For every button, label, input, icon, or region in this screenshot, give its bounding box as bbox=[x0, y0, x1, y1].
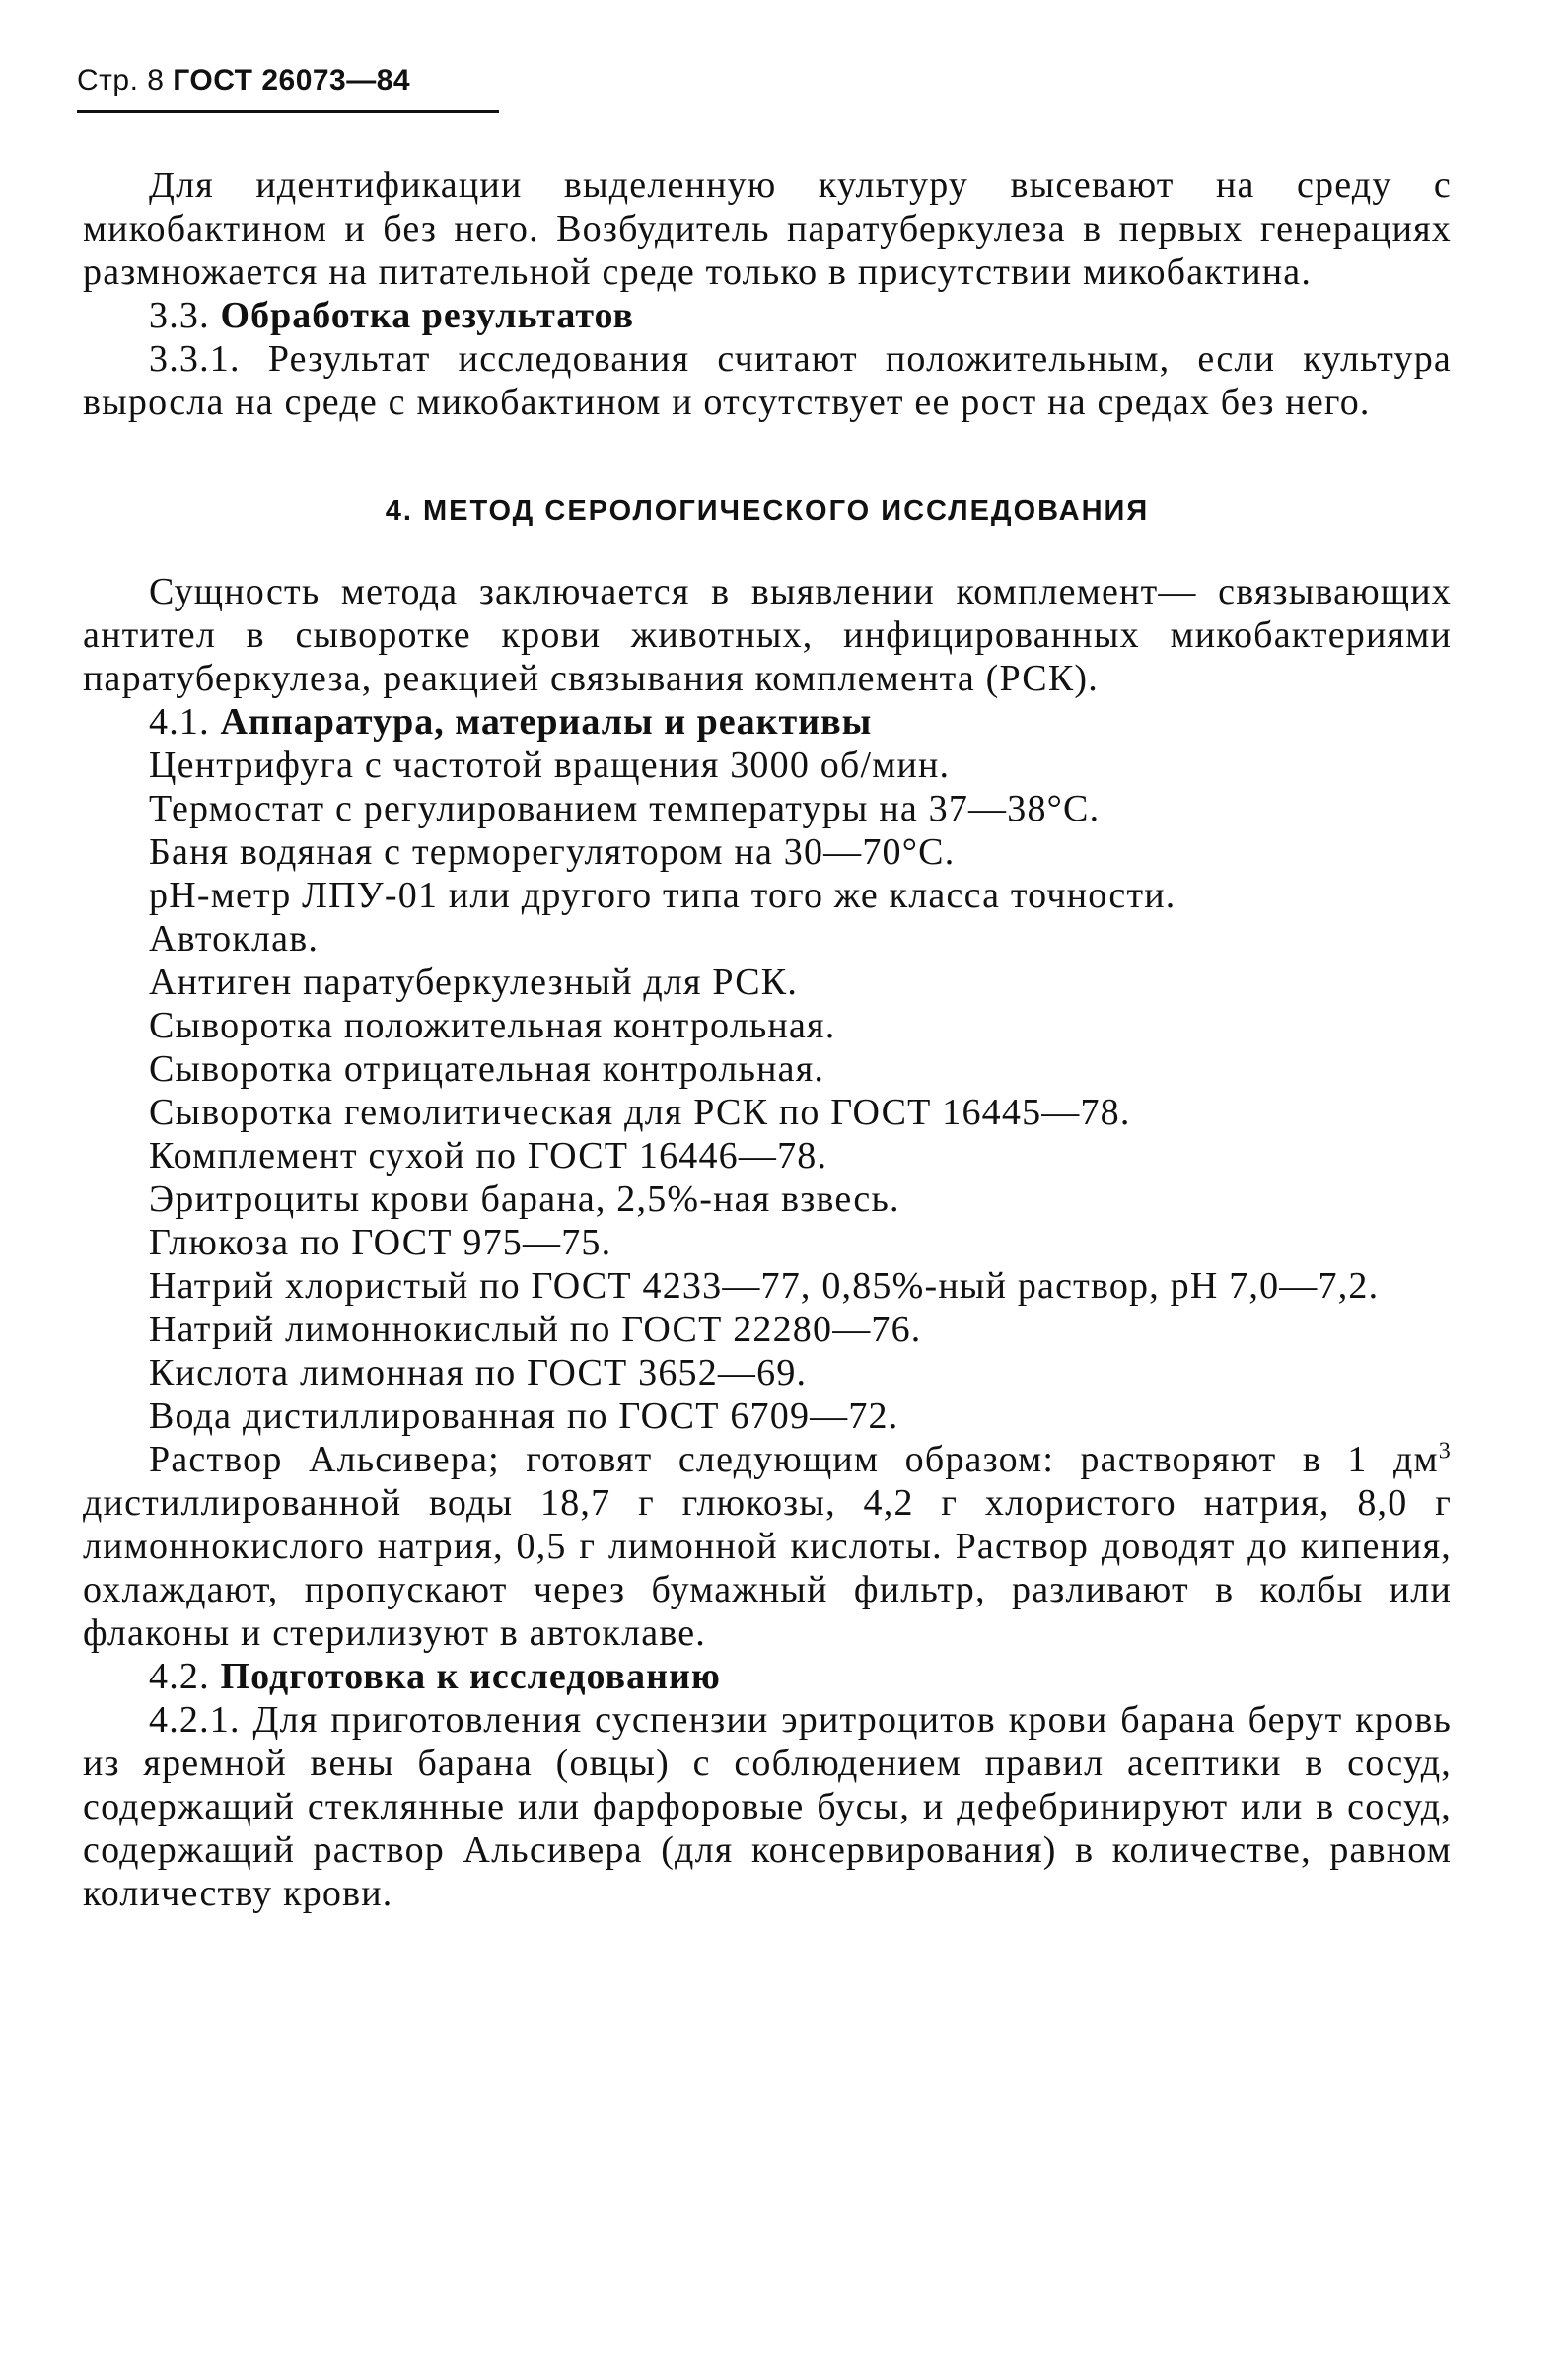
subsection-number: 4.1. bbox=[149, 701, 210, 743]
list-item: Сыворотка положительная контрольная. bbox=[149, 1005, 836, 1046]
gost-number: ГОСТ 26073—84 bbox=[173, 64, 411, 97]
paragraph-4-2-1: 4.2.1. Для приготовления суспензии эритроцитов крови барана берут кровь из яремной вены барана (овцы) с соблюдением правил асептики в сосуд, содержащий стеклянные или фарфоровые бусы, и дефебринируют или в сосуд, содержащий раствор Альсивера (для консервирования) в количестве, равном количеству крови. bbox=[83, 1699, 1452, 1914]
list-item: Эритроциты крови барана, 2,5%-ная взвесь. bbox=[149, 1178, 900, 1220]
list-item: Сыворотка гемолитическая для РСК по ГОСТ 16445—78. bbox=[149, 1092, 1131, 1133]
list-item: Сыворотка отрицательная контрольная. bbox=[149, 1048, 825, 1090]
list-item: Кислота лимонная по ГОСТ 3652—69. bbox=[149, 1352, 808, 1393]
paragraph-3-3-1: 3.3.1. Результат исследования считают положительным, если культура выросла на среде с микобактином и отсутствует ее рост на средах без него. bbox=[83, 338, 1452, 423]
subsection-title: Подготовка к исследованию bbox=[220, 1656, 721, 1697]
list-item: Антиген паратуберкулезный для РСК. bbox=[149, 962, 799, 1003]
list-item: Комплемент сухой по ГОСТ 16446—78. bbox=[149, 1135, 828, 1177]
subsection-title: Аппаратура, материалы и реактивы bbox=[220, 701, 873, 743]
subsection-number: 3.3. bbox=[149, 295, 210, 336]
list-item: рН-метр ЛПУ-01 или другого типа того же класса точности. bbox=[149, 875, 1176, 916]
subsection-title: Обработка результатов bbox=[220, 295, 635, 336]
list-item: Натрий лимоннокислый по ГОСТ 22280—76. bbox=[149, 1309, 922, 1350]
list-item: Термостат с регулированием температуры на 37—38°С. bbox=[149, 788, 1101, 829]
page-header bbox=[77, 63, 410, 99]
list-item: Центрифуга с частотой вращения 3000 об/мин. bbox=[149, 745, 951, 786]
subsection-4-2-heading bbox=[83, 1655, 1452, 1698]
paragraph-alsever-solution bbox=[83, 1438, 1452, 1655]
document-body bbox=[83, 164, 1452, 1915]
section-4-title: 4. МЕТОД СЕРОЛОГИЧЕСКОГО ИССЛЕДОВАНИЯ bbox=[385, 495, 1150, 527]
subsection-3-3-heading bbox=[83, 294, 1452, 337]
list-item: Вода дистиллированная по ГОСТ 6709—72. bbox=[149, 1395, 899, 1437]
list-item: Глюкоза по ГОСТ 975—75. bbox=[149, 1222, 612, 1263]
header-rule bbox=[77, 110, 499, 113]
subsection-number: 4.2. bbox=[149, 1656, 210, 1697]
alsever-text-end: дистиллированной воды 18,7 г глюкозы, 4,2 г хлористого натрия, 8,0 г лимоннокислого натрия, 0,5 г лимонной кислоты. Раствор доводят до кипения, охлаждают, пропускают через бумажный фильтр, разливают в колбы или флаконы и стерилизуют в автоклаве. bbox=[83, 1482, 1452, 1654]
paragraph-identification: Для идентификации выделенную культуру высевают на среду с микобактином и без него. Возбудитель паратуберкулеза в первых генерациях размножается на питательной среде только в присутствии микобактина. bbox=[83, 165, 1452, 293]
superscript-3: 3 bbox=[1438, 1438, 1452, 1464]
page-number: Стр. 8 bbox=[77, 64, 165, 97]
paragraph-section-4-intro: Сущность метода заключается в выявлении комплемент— связывающих антител в сыворотке крови животных, инфицированных микобактериями паратуберкулеза, реакцией связывания комплемента (РСК). bbox=[83, 571, 1452, 699]
list-item: Автоклав. bbox=[149, 918, 320, 960]
list-item: Баня водяная с терморегулятором на 30—70°С. bbox=[149, 831, 956, 873]
subsection-4-1-heading bbox=[83, 700, 1452, 744]
list-item-sodium-chloride: Натрий хлористый по ГОСТ 4233—77, 0,85%-ный раствор, рН 7,0—7,2. bbox=[149, 1265, 1380, 1307]
alsever-text-start: Раствор Альсивера; готовят следующим образом: растворяют в 1 дм bbox=[149, 1439, 1439, 1480]
